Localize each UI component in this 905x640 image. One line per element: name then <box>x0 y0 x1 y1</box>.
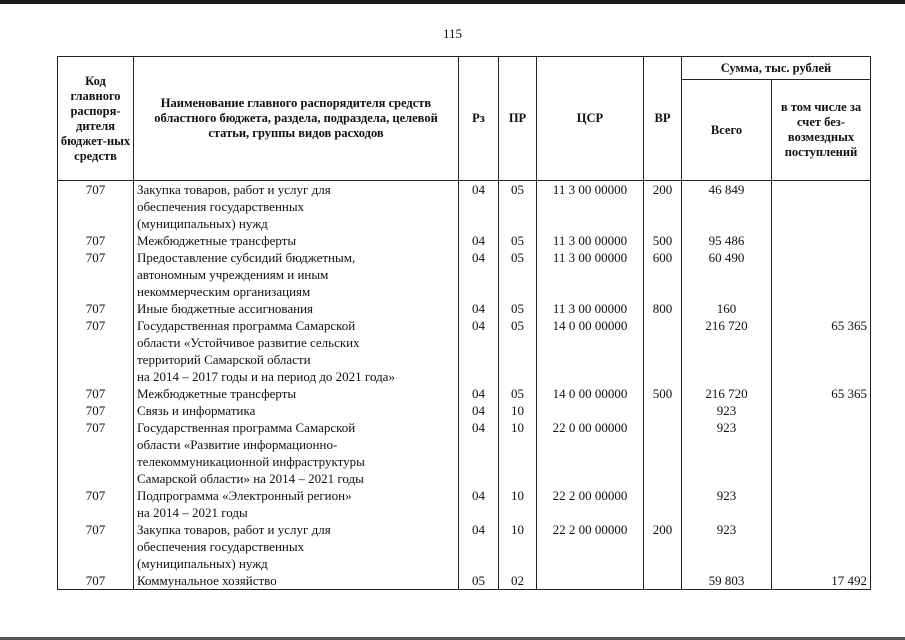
name-line: телекоммуникационной инфраструктуры <box>137 454 365 469</box>
cell-free <box>772 300 871 317</box>
table-row <box>58 249 871 300</box>
header-csr: ЦСР <box>537 57 644 181</box>
name-line: на 2014 – 2017 годы и на период до 2021 года» <box>137 369 395 384</box>
budget-table-body <box>58 181 871 590</box>
cell-code: 707 <box>58 300 134 317</box>
cell-rz: 04 <box>459 402 499 419</box>
cell-csr <box>537 572 644 590</box>
cell-name <box>134 487 459 521</box>
cell-free <box>772 487 871 521</box>
cell-total: 216 720 <box>682 385 772 402</box>
table-row <box>58 385 871 402</box>
name-line: области «Устойчивое развитие сельских <box>137 335 360 350</box>
cell-csr: 14 0 00 00000 <box>537 385 644 402</box>
header-free: в том числе за счет без-возмездных поступлений <box>772 80 871 181</box>
cell-rz: 04 <box>459 232 499 249</box>
cell-code: 707 <box>58 181 134 233</box>
name-line: Закупка товаров, работ и услуг для <box>137 522 331 537</box>
header-total: Всего <box>682 80 772 181</box>
scan-edge-top <box>0 0 905 4</box>
cell-name <box>134 181 459 233</box>
name-line: Межбюджетные трансферты <box>137 233 297 248</box>
cell-csr: 11 3 00 00000 <box>537 300 644 317</box>
cell-code: 707 <box>58 402 134 419</box>
cell-vr <box>644 487 682 521</box>
cell-free <box>772 402 871 419</box>
cell-code: 707 <box>58 572 134 590</box>
cell-pr: 10 <box>499 419 537 487</box>
cell-csr: 14 0 00 00000 <box>537 317 644 385</box>
cell-name <box>134 385 459 402</box>
cell-name <box>134 572 459 590</box>
cell-pr: 02 <box>499 572 537 590</box>
cell-vr <box>644 317 682 385</box>
cell-rz: 04 <box>459 300 499 317</box>
cell-pr: 05 <box>499 317 537 385</box>
cell-code: 707 <box>58 521 134 572</box>
name-line: Связь и информатика <box>137 403 256 418</box>
cell-total: 60 490 <box>682 249 772 300</box>
cell-code: 707 <box>58 487 134 521</box>
cell-vr: 500 <box>644 232 682 249</box>
name-line: территорий Самарской области <box>137 352 311 367</box>
name-line: (муниципальных) нужд <box>137 216 268 231</box>
cell-free: 17 492 <box>772 572 871 590</box>
header-sum: Сумма, тыс. рублей <box>682 57 871 80</box>
cell-code: 707 <box>58 385 134 402</box>
cell-free <box>772 232 871 249</box>
cell-name <box>134 317 459 385</box>
table-row <box>58 300 871 317</box>
header-rz: Рз <box>459 57 499 181</box>
name-line: Государственная программа Самарской <box>137 420 356 435</box>
cell-free <box>772 181 871 233</box>
cell-rz: 04 <box>459 385 499 402</box>
cell-pr: 05 <box>499 232 537 249</box>
cell-total: 923 <box>682 419 772 487</box>
name-line: Государственная программа Самарской <box>137 318 356 333</box>
header-name: Наименование главного распорядителя средств областного бюджета, раздела, подраздела, целевой статьи, группы видов расходов <box>134 57 459 181</box>
cell-vr <box>644 419 682 487</box>
name-line: области «Развитие информационно- <box>137 437 338 452</box>
name-line: на 2014 – 2021 годы <box>137 505 248 520</box>
cell-name <box>134 249 459 300</box>
cell-code: 707 <box>58 232 134 249</box>
table-row <box>58 232 871 249</box>
cell-total: 923 <box>682 521 772 572</box>
cell-free <box>772 521 871 572</box>
cell-free <box>772 419 871 487</box>
cell-total: 216 720 <box>682 317 772 385</box>
cell-csr: 11 3 00 00000 <box>537 249 644 300</box>
cell-rz: 04 <box>459 487 499 521</box>
cell-total: 923 <box>682 487 772 521</box>
cell-total: 46 849 <box>682 181 772 233</box>
cell-name <box>134 300 459 317</box>
name-line: (муниципальных) нужд <box>137 556 268 571</box>
name-line: обеспечения государственных <box>137 199 305 214</box>
cell-vr: 800 <box>644 300 682 317</box>
name-line: Иные бюджетные ассигнования <box>137 301 314 316</box>
cell-pr: 10 <box>499 487 537 521</box>
table-row <box>58 521 871 572</box>
name-line: Закупка товаров, работ и услуг для <box>137 182 331 197</box>
table-row <box>58 317 871 385</box>
name-line: обеспечения государственных <box>137 539 305 554</box>
cell-vr <box>644 402 682 419</box>
cell-total: 59 803 <box>682 572 772 590</box>
name-line: Межбюджетные трансферты <box>137 386 297 401</box>
table-row <box>58 402 871 419</box>
cell-rz: 04 <box>459 181 499 233</box>
table-row <box>58 572 871 590</box>
cell-pr: 05 <box>499 181 537 233</box>
cell-rz: 04 <box>459 317 499 385</box>
cell-csr: 22 2 00 00000 <box>537 521 644 572</box>
cell-csr <box>537 402 644 419</box>
header-vr: ВР <box>644 57 682 181</box>
cell-vr: 200 <box>644 181 682 233</box>
cell-code: 707 <box>58 317 134 385</box>
table-row <box>58 487 871 521</box>
cell-code: 707 <box>58 419 134 487</box>
cell-name <box>134 419 459 487</box>
cell-total: 923 <box>682 402 772 419</box>
name-line: Самарской области» на 2014 – 2021 годы <box>137 471 364 486</box>
table-row <box>58 181 871 233</box>
cell-free: 65 365 <box>772 317 871 385</box>
name-line: Предоставление субсидий бюджетным, <box>137 250 356 265</box>
budget-table <box>57 56 871 590</box>
cell-rz: 04 <box>459 419 499 487</box>
table-row <box>58 419 871 487</box>
cell-csr: 11 3 00 00000 <box>537 232 644 249</box>
header-code: Код главного распоря-дителя бюджет-ных средств <box>58 57 134 181</box>
cell-code: 707 <box>58 249 134 300</box>
cell-vr: 200 <box>644 521 682 572</box>
name-line: Коммунальное хозяйство <box>137 573 277 588</box>
cell-name <box>134 232 459 249</box>
cell-free <box>772 249 871 300</box>
header-pr: ПР <box>499 57 537 181</box>
cell-vr: 600 <box>644 249 682 300</box>
cell-vr: 500 <box>644 385 682 402</box>
cell-pr: 05 <box>499 385 537 402</box>
cell-pr: 10 <box>499 402 537 419</box>
cell-total: 95 486 <box>682 232 772 249</box>
cell-csr: 22 2 00 00000 <box>537 487 644 521</box>
cell-name <box>134 402 459 419</box>
cell-csr: 22 0 00 00000 <box>537 419 644 487</box>
name-line: некоммерческим организациям <box>137 284 311 299</box>
cell-vr <box>644 572 682 590</box>
cell-free: 65 365 <box>772 385 871 402</box>
cell-pr: 05 <box>499 300 537 317</box>
cell-name <box>134 521 459 572</box>
name-line: автономным учреждениям и иным <box>137 267 329 282</box>
cell-rz: 04 <box>459 249 499 300</box>
cell-rz: 04 <box>459 521 499 572</box>
name-line: Подпрограмма «Электронный регион» <box>137 488 352 503</box>
cell-pr: 05 <box>499 249 537 300</box>
cell-rz: 05 <box>459 572 499 590</box>
cell-total: 160 <box>682 300 772 317</box>
page-number: 115 <box>442 26 463 41</box>
cell-csr: 11 3 00 00000 <box>537 181 644 233</box>
cell-pr: 10 <box>499 521 537 572</box>
